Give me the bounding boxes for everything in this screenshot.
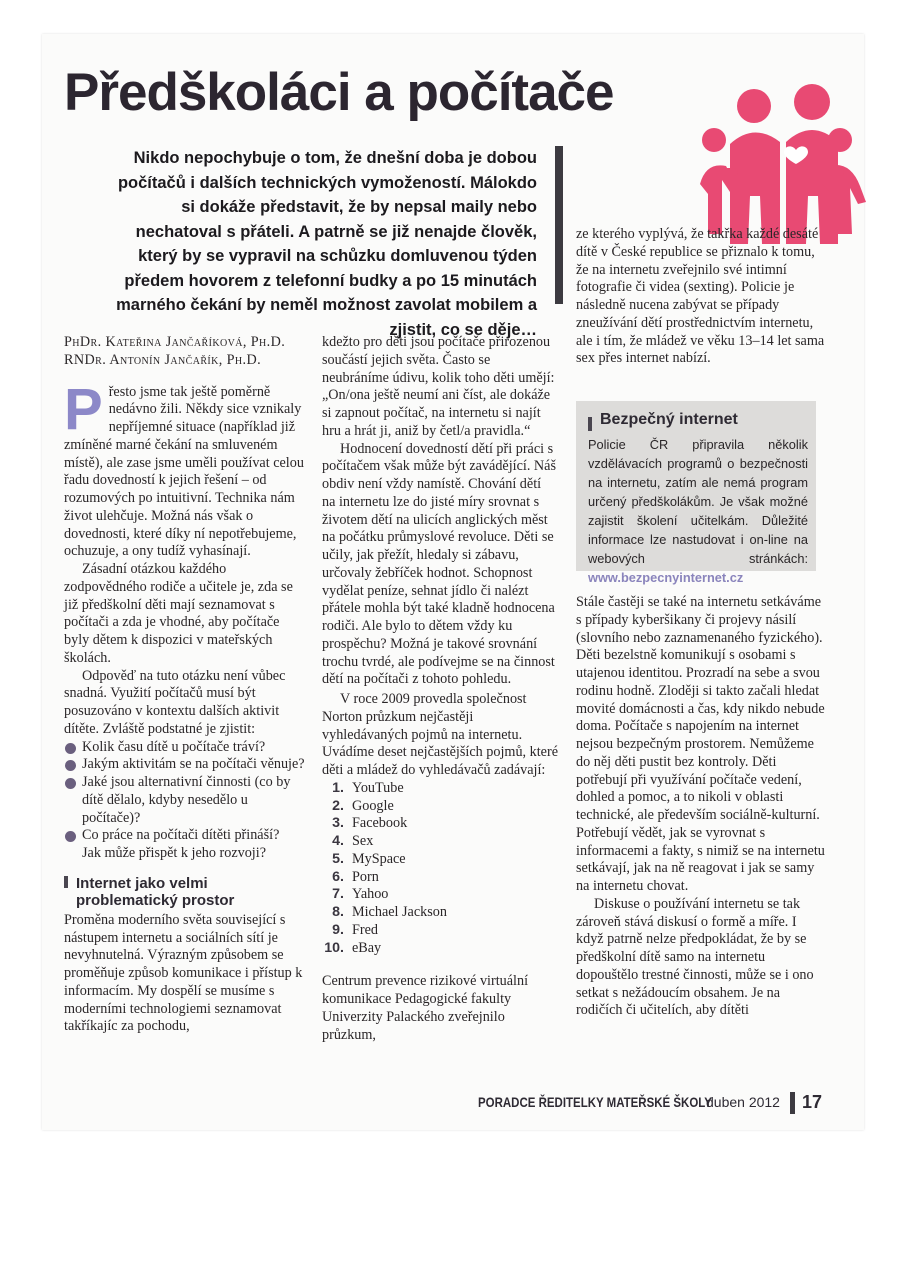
family-illustration-icon [700, 84, 866, 244]
list-item: Jaké jsou alternativní činnosti (co by dítě dělalo, kdyby nesedělo u počítače)? [64, 774, 306, 827]
issue-date: duben 2012 [706, 1094, 780, 1110]
paragraph: kdežto pro děti jsou počítače přirozenou součástí jejich světa. Často se neubráníme údivu, kolik toho děti umějí: „On/ona ještě neumí ani číst, ale dokáže si zapnout počítač, na internetu si najít hru a hrát ji, aniž by četl/a pravidla.“ [322, 334, 555, 439]
list-item: 10. eBay [324, 939, 382, 956]
list-item: 5. MySpace [332, 850, 406, 867]
author-2: RNDr. Antonín Jančařík, Ph.D. [64, 351, 262, 368]
list-item: 8. Michael Jackson [332, 904, 447, 920]
magazine-name: PORADCE ŘEDITELKY MATEŘSKÉ ŠKOLY [478, 1094, 712, 1110]
drop-cap: P [64, 376, 103, 442]
list-item: 2. Google [332, 797, 394, 814]
list-item: Jakým aktivitám se na počítači věnuje? [64, 756, 306, 774]
website-link[interactable]: www.bezpecnyinternet.cz [588, 570, 744, 585]
column-3 [576, 226, 826, 368]
list-item: 4. Sex [332, 833, 374, 849]
page-number: 17 [802, 1092, 823, 1112]
column-1 [64, 334, 306, 1036]
paragraph: Stále častěji se také na internetu setkáváme s případy kyberšikany či projevy násilí (slovního nebo zaznamenaného fyzického). Děti bezelstně komunikují s osobami s utajenou identitou. Prozradí na sebe a svou rodinu hodně. Zloději si takto začali hledat movité domácnosti a čas, kdy nikdo nebude doma. Počítače s napojením na internet nejsou bezpečným prostorem. Nemůžeme do něj děti pustit bez kontroly. Děti potřebují při využívání počítače vedení, dohled a pomoc, a to nikoli v oblasti technické, ale především sociálně-kulturní. Potřebují vědět, jak se vyrovnat s informacemi a fakty, s nimiž se na internetu setkávají, jak na ně reagovat i jak se samy na internetu chovat. [576, 594, 825, 894]
list-item: 7. Yahoo [332, 886, 389, 903]
heading-marker [588, 417, 592, 431]
paragraph: Odpověď na tuto otázku není vůbec snadná. Využití počítačů musí být posuzováno v kontextu dalších aktivit dítěte. Zvláště podstatné je zjistit: [64, 667, 286, 737]
info-box [576, 401, 816, 585]
author-1: PhDr. Kateřina Jančaříková, Ph.D. [64, 334, 286, 350]
section-heading: Internet jako velmi problematický prostor [64, 875, 306, 909]
list-item: 9. Fred [332, 921, 379, 938]
column-2 [322, 334, 558, 1044]
footer-divider [790, 1092, 795, 1114]
column-3-lower [576, 594, 826, 1020]
question-list [64, 739, 306, 863]
article-lead: Nikdo nepochybuje o tom, že dnešní doba je dobou počítačů i dalších technických vymožeností. Málokdo si dokáže představit, že by nepsal maily nebo nechatoval s přáteli. A patrně se již nenajde člověk, který by se vypravil na schůzku domluvenou týden předem hovorem z telefonní budky a po 15 minutách marného čekání by neměl možnost zavolat mobilem a zjistit, co se děje… [116, 149, 537, 339]
page-footer [42, 1092, 864, 1122]
article-title: Předškoláci a počítače [64, 63, 614, 122]
list-item: Co práce na počítači dítěti přináší? Jak může přispět k jeho rozvoji? [64, 827, 306, 863]
paragraph: Přesto jsme tak ještě poměrně nedávno žili. Někdy sice vznikaly nepříjemné situace (například již zmíněné marné čekání na smluveném místě), ale zase jsme uměli používat celou řadu dovedností k jejich řešení – od rozumových po intuitivní. Technika nám život ulehčuje. Možná nás však o dovednosti, které díky ní nepotřebujeme, ochuzuje, a ony tudíž vyhasínají. [64, 376, 304, 560]
top-search-terms-list [322, 780, 558, 958]
list-item: Kolik času dítě u počítače tráví? [64, 739, 306, 757]
lead-divider [555, 146, 563, 304]
paragraph: Centrum prevence rizikové virtuální komunikace Pedagogické fakulty Univerzity Palackého zveřejnilo průzkum, [322, 973, 529, 1043]
paragraph: Hodnocení dovedností dětí při práci s počítačem však může být zavádějící. Náš obdiv není vždy namístě. Chování dětí na internetu lze do jisté míry srovnat s životem dětí na ulicích anglických měst na počátku průmyslové revoluce. Děti se učily, jak přežít, hledaly si zábavu, určovaly žebříček hodnot. Schopnost vydělat peníze, sehnat jídlo či nalézt přátele mohla být také kladně hodnocena rodiči. Ale bylo to dětem vždy ku prospěchu? Možná je takové srovnání trochu tvrdé, ale podívejme se na činnost dětí na počítači z tohoto pohledu. [322, 440, 556, 688]
info-box-title: Bezpečný internet [600, 411, 738, 428]
list-item: 6. Porn [332, 868, 379, 885]
list-item: 3. Facebook [332, 815, 408, 832]
paragraph: Diskuse o používání internetu se tak zároveň stává diskusí o formě a míře. I když patrně nelze předpokládat, že by se předškolní dítě samo na internetu dopouštělo trestné činnosti, může se i ono setkat s nežádoucím obsahem. Je na rodičích či učitelích, aby dítěti [576, 895, 814, 1019]
info-box-text: Policie ČR připravila několik vzdělávacích programů o bezpečnosti na internetu, zatím ale nemá program určený předškolákům. Je však možné zajistit školení učitelkám. Důležité informace lze nastudovat i on-line na webových stránkách: www.bezpecnyinternet.cz [588, 437, 808, 585]
magazine-page [42, 34, 864, 1130]
paragraph: ze kterého vyplývá, že takřka každé desáté dítě v České republice se přiznalo k tomu, že na internetu zveřejnilo své intimní fotografie či videa (sexting). Policie je následně nucena zabývat se případy zneužívání dětí prostřednictvím internetu, ale i tím, že mládež ve věku 13–14 let sama sex přes internet nabízí. [576, 226, 825, 367]
paragraph: Proměna moderního světa související s nástupem internetu a sociálních sítí je nevyhnutelná. Výrazným způsobem se proměňuje způsob komunikace i přístup k informacím. My dospělí se musíme s moderními technologiemi seznamovat takříkajíc za pochodu, [64, 911, 303, 1035]
paragraph: Zásadní otázkou každého zodpovědného rodiče a učitele je, zda se již předškolní děti mají seznamovat s počítači a zda je vhodné, aby počítače byly dětem k dispozici v mateřských školách. [64, 561, 293, 666]
heading-marker [64, 876, 68, 888]
paragraph: V roce 2009 provedla společnost Norton průzkum nejčastěji vyhledávaných pojmů na internetu. Uvádíme deset nejčastějších pojmů, které děti a mládež do vyhledávačů zadávají: [322, 691, 558, 778]
list-item: 1. YouTube [332, 779, 404, 796]
